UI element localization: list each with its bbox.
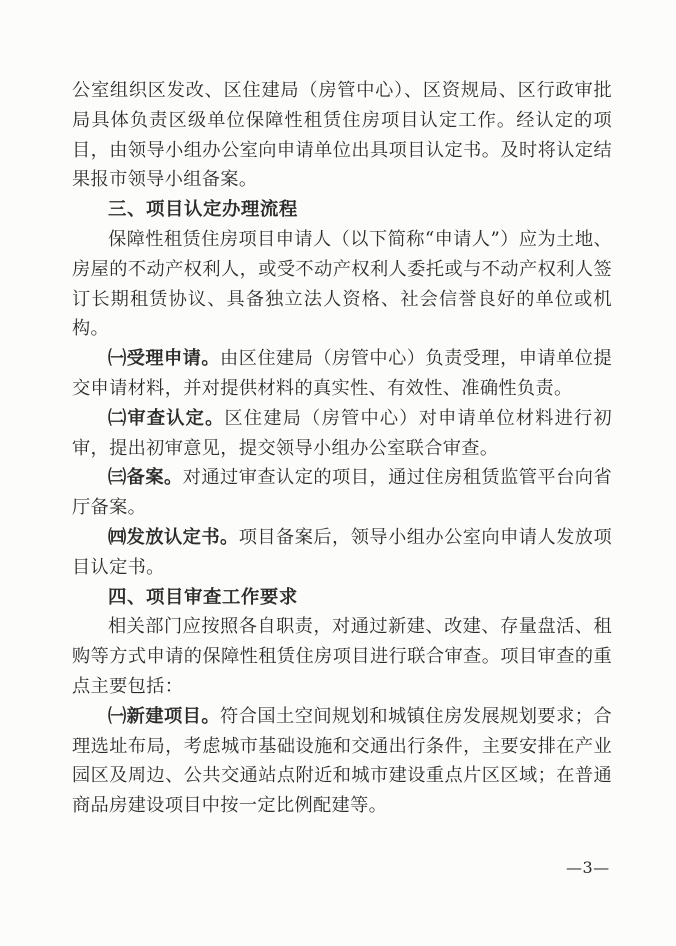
section-4-item-1	[72, 702, 612, 821]
item-lead: ㈠新建项目。	[108, 705, 221, 727]
section-3-item-1	[72, 344, 612, 404]
item-lead: ㈣发放认定书。	[108, 526, 239, 548]
item-text: 对通过审查认定的项目，通过住房租赁监管平台向省厅备案。	[72, 467, 612, 519]
item-text: 由区住建局（房管中心）负责受理，申请单位提交申请材料，并对提供材料的真实性、有效性、准确性负责。	[72, 348, 612, 399]
document-body	[72, 76, 612, 821]
section-4-intro: 相关部门应按照各自职责，对通过新建、改建、存量盘活、租购等方式申请的保障性租赁住房项目进行联合审查。项目审查的重点主要包括：	[72, 616, 612, 697]
section-4-heading: 四、项目审查工作要求	[108, 586, 298, 608]
intro-paragraph: 公室组织区发改、区住建局（房管中心）、区资规局、区行政审批局具体负责区级单位保障性租赁住房项目认定工作。经认定的项目，由领导小组办公室向申请单位出具项目认定书。及时将认定结果报市领导小组备案。	[72, 80, 612, 191]
item-text: 项目备案后，领导小组办公室向申请人发放项目认定书。	[72, 526, 612, 578]
item-text: 区住建局（房管中心）对申请单位材料进行初审，提出初审意见，提交领导小组办公室联合审查。	[72, 407, 612, 459]
page-number: —3—	[566, 858, 610, 877]
item-lead: ㈡审查认定。	[108, 407, 225, 429]
item-text: 符合国土空间规划和城镇住房发展规划要求；合理选址布局，考虑城市基础设施和交通出行条件，主要安排在产业园区及周边、公共交通站点附近和城市建设重点片区区域；在普通商品房建设项目中按一定比例配建等。	[72, 705, 612, 817]
section-3-heading: 三、项目认定办理流程	[108, 199, 298, 221]
item-lead: ㈠受理申请。	[108, 348, 221, 370]
section-3-item-4	[72, 523, 612, 583]
item-lead: ㈢备案。	[108, 467, 183, 489]
section-3-intro: 保障性租赁住房项目申请人（以下简称“申请人”）应为土地、房屋的不动产权利人，或受不动产权利人委托或与不动产权利人签订长期租赁协议、具备独立法人资格、社会信誉良好的单位或机构。	[72, 228, 612, 340]
section-3-item-3	[72, 463, 612, 523]
section-3-item-2	[72, 404, 612, 464]
